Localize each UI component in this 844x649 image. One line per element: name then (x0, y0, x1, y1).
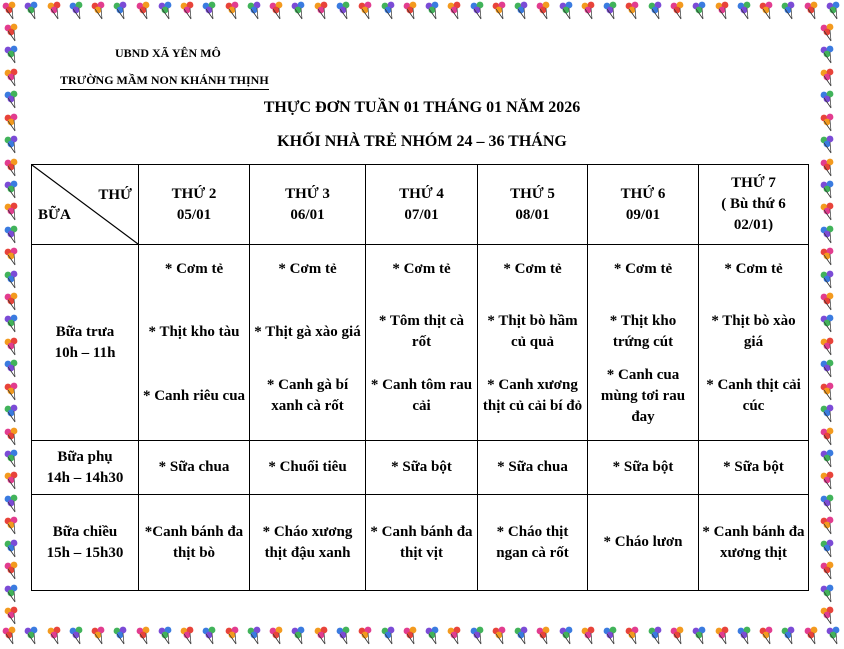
balloon-icon (2, 560, 22, 580)
balloon-icon (557, 0, 577, 20)
meal-label-cell (32, 441, 139, 495)
balloon-icon (2, 583, 22, 603)
balloon-icon (579, 0, 599, 20)
balloon-icon (818, 201, 838, 221)
snack-cell: * Sữa chua (478, 441, 588, 495)
balloon-icon (89, 0, 109, 20)
day-date: 08/01 (515, 206, 550, 223)
lunch-dish: * Cơm tẻ (724, 261, 783, 277)
meal-label-cell (32, 245, 139, 441)
balloon-icon (818, 336, 838, 356)
balloon-icon (668, 0, 688, 20)
balloon-icon (757, 625, 777, 645)
balloon-icon (22, 0, 42, 20)
balloon-icon (713, 625, 733, 645)
balloon-icon (534, 0, 554, 20)
balloon-icon (156, 625, 176, 645)
lunch-cell (699, 245, 809, 441)
balloon-icon (134, 625, 154, 645)
balloon-border-bottom (0, 625, 844, 647)
lunch-dish: * Cơm tẻ (613, 261, 673, 277)
corner-meal-label: BỮA (38, 207, 71, 223)
afternoon-cell: * Canh bánh đa thịt vịt (366, 495, 478, 591)
lunch-dish: * Cơm tẻ (164, 261, 224, 277)
balloon-icon (818, 224, 838, 244)
corner-day-label: THỨ (98, 187, 132, 203)
meal-time: 10h – 11h (54, 344, 116, 361)
balloon-icon (2, 291, 22, 311)
balloon-icon (818, 448, 838, 468)
balloon-icon (623, 0, 643, 20)
balloon-icon (200, 625, 220, 645)
balloon-icon (601, 625, 621, 645)
balloon-icon (2, 44, 22, 64)
balloon-icon (245, 625, 265, 645)
day-date: 06/01 (290, 206, 325, 223)
lunch-dish: * Tôm thịt cà rốt (378, 313, 465, 350)
balloon-icon (334, 625, 354, 645)
balloon-icon (267, 0, 287, 20)
balloon-icon (0, 0, 20, 20)
day-name: THỨ 5 (510, 185, 555, 202)
snack-row (32, 441, 809, 495)
day-header (588, 165, 699, 245)
balloon-icon (623, 625, 643, 645)
balloon-icon (490, 0, 510, 20)
balloon-icon (735, 0, 755, 20)
balloon-icon (245, 0, 265, 20)
meal-time: 14h – 14h30 (46, 469, 124, 486)
balloon-icon (22, 625, 42, 645)
balloon-icon (557, 625, 577, 645)
balloon-icon (818, 246, 838, 266)
balloon-icon (2, 269, 22, 289)
balloon-icon (178, 0, 198, 20)
balloon-icon (779, 0, 799, 20)
balloon-icon (2, 381, 22, 401)
balloon-icon (2, 470, 22, 490)
balloon-icon (2, 538, 22, 558)
balloon-icon (67, 0, 87, 20)
snack-cell: * Chuối tiêu (250, 441, 366, 495)
balloon-icon (379, 625, 399, 645)
balloon-icon (2, 179, 22, 199)
balloon-icon (2, 157, 22, 177)
balloon-icon (818, 426, 838, 446)
balloon-icon (178, 625, 198, 645)
meal-name: Bữa chiều (52, 523, 118, 540)
lunch-dish: * Canh thịt cải cúc (706, 377, 801, 414)
balloon-icon (757, 0, 777, 20)
balloon-icon (423, 625, 443, 645)
balloon-icon (312, 0, 332, 20)
balloon-icon (735, 625, 755, 645)
balloon-icon (579, 625, 599, 645)
balloon-icon (423, 0, 443, 20)
balloon-icon (690, 625, 710, 645)
day-header (139, 165, 250, 245)
balloon-icon (824, 0, 844, 20)
balloon-icon (818, 358, 838, 378)
balloon-icon (379, 0, 399, 20)
balloon-icon (111, 625, 131, 645)
balloon-icon (512, 625, 532, 645)
balloon-icon (818, 605, 838, 625)
lunch-dish: * Canh tôm rau cải (370, 377, 473, 414)
balloon-icon (2, 246, 22, 266)
snack-cell: * Sữa bột (588, 441, 699, 495)
school-name: TRƯỜNG MẦM NON KHÁNH THỊNH (60, 73, 269, 90)
balloon-icon (818, 470, 838, 490)
meal-name: Bữa trưa (55, 323, 115, 340)
lunch-cell (250, 245, 366, 441)
balloon-icon (490, 625, 510, 645)
balloon-icon (401, 0, 421, 20)
balloon-icon (818, 22, 838, 42)
balloon-icon (646, 0, 666, 20)
day-header (699, 165, 809, 245)
balloon-icon (2, 313, 22, 333)
day-date: 05/01 (176, 206, 212, 223)
balloon-icon (111, 0, 131, 20)
balloon-icon (356, 625, 376, 645)
balloon-icon (818, 403, 838, 423)
balloon-icon (802, 0, 822, 20)
day-name: THỨ 2 (171, 185, 217, 202)
balloon-icon (818, 179, 838, 199)
header-row (32, 165, 809, 245)
balloon-icon (2, 67, 22, 87)
balloon-icon (67, 625, 87, 645)
balloon-icon (818, 515, 838, 535)
balloon-icon (134, 0, 154, 20)
balloon-icon (818, 381, 838, 401)
balloon-icon (289, 0, 309, 20)
balloon-icon (818, 493, 838, 513)
balloon-icon (334, 0, 354, 20)
balloon-icon (89, 625, 109, 645)
balloon-icon (445, 625, 465, 645)
afternoon-cell: *Canh bánh đa thịt bò (139, 495, 250, 591)
balloon-icon (818, 44, 838, 64)
balloon-icon (200, 0, 220, 20)
day-date: ( Bù thứ 6 02/01) (721, 196, 786, 233)
balloon-icon (601, 0, 621, 20)
lunch-dish: * Thịt bò xào giá (711, 313, 796, 350)
afternoon-cell: * Canh bánh đa xương thịt (699, 495, 809, 591)
balloon-icon (779, 625, 799, 645)
balloon-icon (45, 625, 65, 645)
balloon-icon (2, 201, 22, 221)
balloon-icon (818, 583, 838, 603)
balloon-icon (2, 426, 22, 446)
balloon-icon (818, 67, 838, 87)
lunch-dish: * Thịt kho trứng cút (609, 313, 677, 350)
balloon-icon (312, 625, 332, 645)
snack-cell: * Sữa bột (366, 441, 478, 495)
lunch-dish: * Cơm tẻ (278, 261, 337, 277)
lunch-dish: * Canh cua mùng tơi rau đay (600, 366, 686, 425)
balloon-icon (668, 625, 688, 645)
afternoon-row (32, 495, 809, 591)
balloon-icon (223, 625, 243, 645)
lunch-dish: * Canh xương thịt củ cải bí đỏ (482, 377, 583, 414)
afternoon-cell: * Cháo xương thịt đậu xanh (250, 495, 366, 591)
balloon-icon (445, 0, 465, 20)
lunch-dish: * Thịt bò hầm củ quả (487, 313, 578, 350)
day-header (478, 165, 588, 245)
balloon-icon (646, 625, 666, 645)
balloon-icon (713, 0, 733, 20)
day-date: 09/01 (625, 206, 661, 223)
balloon-icon (2, 336, 22, 356)
balloon-icon (802, 625, 822, 645)
day-name: THỨ 6 (620, 185, 666, 202)
balloon-icon (267, 625, 287, 645)
day-header (250, 165, 366, 245)
balloon-border-top (0, 0, 844, 22)
balloon-icon (2, 403, 22, 423)
balloon-icon (0, 625, 20, 645)
corner-cell (32, 165, 139, 245)
day-date: 07/01 (404, 206, 439, 223)
balloon-icon (356, 0, 376, 20)
balloon-icon (2, 493, 22, 513)
balloon-icon (45, 0, 65, 20)
balloon-icon (223, 0, 243, 20)
meal-time: 15h – 15h30 (46, 544, 124, 561)
balloon-icon (818, 538, 838, 558)
balloon-icon (818, 291, 838, 311)
balloon-icon (2, 358, 22, 378)
snack-cell: * Sữa chua (139, 441, 250, 495)
balloon-icon (818, 313, 838, 333)
balloon-icon (289, 625, 309, 645)
weekly-menu-table (31, 164, 809, 591)
lunch-cell (366, 245, 478, 441)
day-name: THỨ 7 (731, 175, 776, 191)
balloon-icon (2, 224, 22, 244)
balloon-icon (690, 0, 710, 20)
meal-name: Bữa phụ (57, 448, 113, 465)
balloon-icon (818, 560, 838, 580)
lunch-dish: * Canh riêu cua (142, 387, 246, 404)
lunch-cell (139, 245, 250, 441)
balloon-icon (2, 515, 22, 535)
lunch-cell (478, 245, 588, 441)
lunch-dish: * Cơm tẻ (503, 261, 562, 277)
lunch-dish: * Cơm tẻ (392, 261, 451, 277)
day-header (366, 165, 478, 245)
balloon-icon (2, 448, 22, 468)
day-name: THỨ 3 (285, 185, 330, 202)
balloon-icon (468, 625, 488, 645)
afternoon-cell: * Cháo lươn (588, 495, 699, 591)
lunch-dish: * Canh gà bí xanh cà rốt (266, 377, 349, 414)
lunch-dish: * Thịt kho tàu (148, 323, 240, 340)
balloon-icon (824, 625, 844, 645)
balloon-icon (156, 0, 176, 20)
meal-label-cell (32, 495, 139, 591)
menu-subtitle: KHỐI NHÀ TRẺ NHÓM 24 – 36 THÁNG (277, 133, 567, 150)
balloon-icon (401, 625, 421, 645)
balloon-icon (2, 22, 22, 42)
snack-cell: * Sữa bột (699, 441, 809, 495)
balloon-icon (512, 0, 532, 20)
balloon-icon (468, 0, 488, 20)
lunch-cell (588, 245, 699, 441)
lunch-dish: * Thịt gà xào giá (254, 323, 361, 340)
department-name: UBND XÃ YÊN MÔ (115, 46, 221, 60)
balloon-icon (2, 605, 22, 625)
lunch-row (32, 245, 809, 441)
afternoon-cell: * Cháo thịt ngan cà rốt (478, 495, 588, 591)
day-name: THỨ 4 (399, 185, 444, 202)
balloon-icon (818, 269, 838, 289)
balloon-icon (534, 625, 554, 645)
balloon-icon (818, 157, 838, 177)
menu-title: THỰC ĐƠN TUẦN 01 THÁNG 01 NĂM 2026 (263, 99, 581, 116)
